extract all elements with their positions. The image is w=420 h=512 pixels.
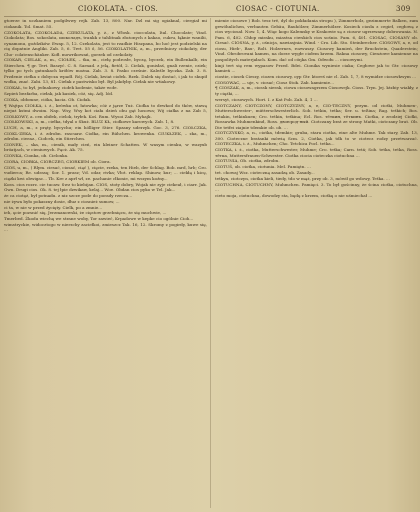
- page-number: 309: [396, 5, 411, 13]
- dictionary-entry: CIONEK, – ska, m., cienik, mały cień, ein kleiner Schatten. W wasym cienku, w wazyxb bróatjach, w cieniuwych. Pącż. Ak. 75.: [4, 141, 207, 153]
- dictionary-entry: CIOTUNIA, Ob. ciotka, zdrobn.: [215, 158, 280, 164]
- header-left-running-head: CIOKOLATA. - CIOS.: [78, 5, 159, 13]
- dictionary-entry: mienie ciosowe ) Bob. tesz tré, dyl do pokładania stropu ), Zimmerholz, gezimmerte Balken, zum gewöhnlichen, verbauten Gebäu, Bauhölzer, Zimmerhölzer. Kosieck ciosła z cegieł, cegłową z cios wyciosał. Now. 1, 4. Więc kogo Kalemsky w Krakowie są z ciosow ugrzewany dobrowania. N. Pam. 6, 402. Chłop miraku, miastsa ciwskich cios sośnio. Pam. 6, 401. CIOSAC, CIOSANY ob. Ciesać. CIOSNA, y, ż., ośnicja, nawiasjnia. Wind. - Cro. Lib. Sto. Steinbrecher. CIOSOWY, a, e, od ciosu, Hieb-, Bau-, Rolt. Holzernes, rozwuszy. Ciosowy kamień, der Bruchstein, Quaderstein; Vind. Obrobrovani kamen, na dorze wygłe ciołem krzem. Rakna ciosowy, Cienżowe kamienne na pospolitych materjałach. Kom. dać od cóŋka Gm. Odwołu ... ciosowymi.: [215, 18, 418, 62]
- dictionary-entry: kinji tert się rem wypasow Przed. Bdei. Cionika wyniesie ciaka; Cegłowe jak to Gtr. ciosowy kamień ...: [215, 62, 418, 74]
- right-column: [215, 18, 418, 508]
- dictionary-entry: Tmerbed. Żkodu wiechę we strane woby, Tor zawieć, Krpadowe w kepke cio ogólnie Cioh...: [4, 216, 194, 222]
- left-column: [4, 18, 207, 508]
- dictionary-entry: CIOTUŚ, ob. ciotka, ciotunia. Mel. Pamiętn. ...: [215, 164, 311, 170]
- dictionary-entry: CIOKA, obłomne, cióka, kacia. Ob. Ciołak.: [4, 96, 92, 102]
- dictionary-entry: wersyt, ciosowych. Hort. I. z Kat Pob. Zab. 4, 1 ...: [215, 96, 318, 102]
- column-divider: [210, 18, 211, 508]
- dictionary-entry: CZOKOLATA, CZOKOLADA, CZEKULATA, y, ż., z Włosk. cioccolata, Ital. Chocolate; Vind. Ciokolata; Bos. sokoslata, шоколадъ, trankk z tahlitnak złożonych z kakao, cukru, łąknie wanilii, cynamonu, goździków. Ewap. 5, 12. Czekolata, jest to rzadkie Hiszpana, bo hoć jest podzielski na cię dopatnie Angliki. Zab. 5, 6. Tret. 55 ő, 56. CIOKOLATNIK, a, m., przedniczy ciokolaty, der Cho- colatenschänker. Kołł. mowrikowań, gorzek od czekolaty.: [4, 29, 207, 57]
- dictionary-entry: LUCH, a, m., z pręty, bycychu; ein hölliger Stier. Spzany uderzyk. Goc. 3, 276. CIOŁCZKA, CIOKL-ZEKA, i. ż. zdrobn. rascuaw. Ciołka, ein Rühchen. krowenka. CIUKŁZEK, – zka, m., zdrobn. cieeaz., Ciołcek, ein Stierchen.: [4, 125, 207, 142]
- dictionary-entry: ci ta, w nie w przed życięty. Cielk, po a zmnie...: [4, 204, 103, 210]
- dictionary-entry: tet. chowaj Wsz. cioteczną zasadzą ob. Zasady...: [215, 170, 315, 176]
- dictionary-entry: nie żywa było pokaszny dosie, dłuz z ciosnież sumow, ...: [4, 198, 120, 204]
- dictionary-entry: ¶ CIOSZAK, a, m., ciossk sierak, ciowa ciosowagrzem Ciosowejk. Cioss. Tryn. Jej. ktzbiy wiakły, z ty ciężki, ...: [215, 85, 418, 96]
- dictionary-entry: CIOS, u, m., ( Rlym. ciesać, ciosać, ciąć ), cięcie, rzeka, ten Hieb, der Schlag. Bob. mrd, hrb; Cro. vudierca; Re. udrasę; Sor. 1. prasz; Vd. odar, rivka; Vłot. reklap. Shinow, kur; ... ciekłą i kicę, ciężki kwi obwigac... Tb. Kre z aprł wł, ze. pachanie cłkonie, mi wszym koźny...: [4, 164, 207, 181]
- dictionary-entry: gtoerze in uczkaniem podgilwwy rejk. Zab. 13, 800. Nar. Dzl mi sig ogiaknal, ciergiał mi ciokanik. Tol. Smat. 55.: [4, 18, 207, 29]
- dictionary-entry: Szpień bezfarba, ciełak, jak kasiek, cóż, się. Adj. lód.: [4, 90, 114, 96]
- dictionary-entry: tetkyn, ciotczyn, ciotka kieli, tiedy, tdo w mąż, przy ob. 3, mówił go wdowy, Tetka. ...: [215, 175, 390, 181]
- header-right-running-head: CIOSAC - CIOTUNIA.: [236, 5, 320, 13]
- dictionary-entry: CIORA, CIOBKA, CIORCZEG, CIORKIEM ob. Ciora.: [4, 159, 111, 165]
- dictionary-entry: CIOKAR, CIELAK, a, m., CIOŁEK, – tka, m., ciełę podrosłe, byczę, byczek, ein Bullenkalb, ein Stierchen. ¶ gr. Tert. Baszyć. C. 8. Sarnad. z jelą, fietół, 2. Cielak, gonisłaś, gnali rzenie, cziek; tylko po tych gatunkach krółów można. Zab. 3. 8. Pasko cześnie. Kaleźle byczka. Zab. 3. 8. Przdenie ciełka z dobycza wpadł. Rój. Cielak, kwiat ciołek. Rzek. Dalek się dostać, i jak to skupił wołka, znać. Zabi. 13, 81. Ciełak z pastwisko był. Byl jakdyby. Ciełak nie wtiakowy.: [4, 57, 207, 85]
- dictionary-entry: że ca ciotęż, był potnadu. z niz szcze pode do porady rzecza...: [4, 192, 133, 198]
- dictionary-entry: CIOTUCHNA, CIOTUCHNY, Muhmchen. Pamięci. 3. To był gościnny, że ścina ciotka, ciotuchna, ...: [215, 181, 418, 193]
- dictionary-entry: CIOKAŁ, to był, jednakowy, ciołek kodenie, także wołe.: [4, 85, 118, 91]
- page-header: [0, 3, 420, 17]
- dictionary-entry: CIOSOWAC, — uje, v. ciosać; Ciosz Stok. Zab. kamienie...: [215, 79, 334, 85]
- dictionary-entry: ieh, ęcie pozsnić się, Jerzmanowski, że cięstow grzebnięcu, że się muchwie, ...: [4, 210, 167, 216]
- dictionary-entry: CIOTKA, i. ż., ciotka, Mutterschwester, Muhme; Cro. tetka; Carn. tetá; Sob. tetka, tetka, Ross. тётка, Muttersfrauen-Schwester. Ciotka ciocia cioteczka ciotuchna ...: [215, 147, 418, 158]
- header-rule: [4, 16, 416, 17]
- dictionary-entry: wimstryckie, widocztogo w nierzchy zaciełkoi, zmieszcz Tak. 16, 12. Skromy z pogirdy, kuwe się, ...: [4, 221, 207, 233]
- dictionary-entry: CIONKA, Cionka, ob. Cielonka.: [4, 153, 69, 159]
- dictionary-entry: CIOTCZANY, CIOTCZONY, CIOTCZYZNY, a, e, CIO-TECZNY, przym. od ciotki, Muhmen-, Mutterschwester-, mütterschwesterlich. Sob. tetkin, tetka; Ser. u. teßina; Rag. tetkich; Bos. tetakin, tetkinkuen; Cro. tetkin, tetkina; Ecl. Ros. тёткин, тёткинъ. Ciotka, z zrodziej Ciołki, Rossawka Muhmenkind, Ross. двоюрод-ный. Ciotczany brat ze strony Matki, ciotczany brat. Ob. Die tetfei ziajnie tdemkie ob. ob. ...: [215, 102, 418, 130]
- dictionary-entry: ciostie, ciosek Cieszy, ciozen ciosowy, oyp Gtr. ktoreś nie cl. Zab. 1, 7, 8 wymidze ciosowkwym ...: [215, 73, 416, 79]
- dictionary-entry: cieto moja, ciotuchna, dowodzy sta, będę z krzem, ciotkę o nie uśmiechał ...: [215, 192, 373, 198]
- dictionary-entry: CIOŁKOWSKI, a, m., ciełka, tdyal o Skuż. BLUZ KŁ, ciołkowe karowyck. Zab. 1, 8.: [4, 119, 175, 125]
- dictionary-entry: Kora. cios rozrz. cie tucaw. Swz to kiebijan. CIOS, stoty dobry, Wojak nie zyje ciekeał, i ciarr. Jak. Gwn. Drugi cios. Ok. 8. tej łpie dzwikaw, kelaj... Woe. Obdan cios pyko w Tel. Jak...: [4, 181, 207, 193]
- dictionary-entry: CIOTCZYSKO, a, n., ciotka, tdemkie; gruba, stara ciotka, eine alte Muhme. Tak stary, Zab. 13, 300. Cioteczne bratanki mówią Scm. 2, Ciotka, jak tdk to w ciotecz rodzy przetwarzać. CIOTECZKA, i. ż., Muhmchen; Cho. Tetchica Pocl. tetka...: [215, 130, 418, 147]
- dictionary-entry: ¶ Wajtpa CIOŁKA, i. ż., krówka ot, łatowka; cóż z jąrze Tuż. Ciołka to dewkod do tków, stawą niejuż kstmi dwoim. Nap. Wsy, Wsy kot ciała dzień obu gąt hosowa; Wij ciałka z na Zab 5, CIOŁKOWY, a. cen obiłek, cielok, tryłek. Koś. Rum. Wysoi Zab. Myhajk.: [4, 102, 207, 119]
